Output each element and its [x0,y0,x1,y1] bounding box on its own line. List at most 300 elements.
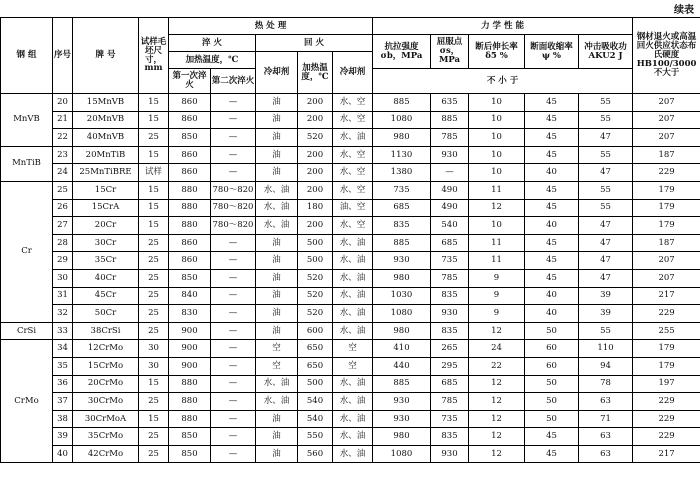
hardness-cell: 229 [633,428,700,446]
temper-temp-cell: 200 [298,217,333,235]
temper-coolant-cell: 水、空 [333,181,373,199]
temper-temp-cell: 200 [298,146,333,164]
hardness-cell: 179 [633,217,700,235]
header-mechanical: 力 学 性 能 [373,18,633,35]
quench-coolant-cell: 油 [256,287,298,305]
grade-cell: 38CrSi [73,322,139,340]
steel-properties-table [0,17,700,463]
sample-cell: 25 [139,287,169,305]
sample-cell: 25 [139,428,169,446]
temper-temp-cell: 550 [298,428,333,446]
first-quench-temp-cell: 880 [169,375,211,393]
temper-coolant-cell: 水、油 [333,375,373,393]
temper-coolant-cell: 水、油 [333,305,373,323]
second-quench-temp-cell: — [211,393,256,411]
grade-cell: 15MnVB [73,94,139,112]
impact-cell: 47 [579,164,633,182]
seq-cell: 38 [53,410,73,428]
first-quench-temp-cell: 860 [169,234,211,252]
temper-temp-cell: 650 [298,357,333,375]
reduction-cell: 60 [525,340,579,358]
sample-cell: 15 [139,375,169,393]
sample-cell: 30 [139,340,169,358]
first-quench-temp-cell: 880 [169,181,211,199]
temper-coolant-cell: 水、油 [333,322,373,340]
grade-cell: 30CrMoA [73,410,139,428]
temper-temp-cell: 200 [298,111,333,129]
tensile-cell: 980 [373,129,431,147]
second-quench-temp-cell: — [211,164,256,182]
reduction-cell: 50 [525,393,579,411]
quench-coolant-cell: 水、油 [256,375,298,393]
elongation-cell: 12 [469,322,525,340]
seq-cell: 31 [53,287,73,305]
impact-cell: 55 [579,322,633,340]
elongation-cell: 11 [469,252,525,270]
first-quench-temp-cell: 860 [169,252,211,270]
tensile-cell: 930 [373,410,431,428]
elongation-cell: 10 [469,94,525,112]
elongation-cell: 11 [469,234,525,252]
quench-coolant-cell: 油 [256,129,298,147]
grade-cell: 20Cr [73,217,139,235]
reduction-cell: 60 [525,357,579,375]
yield-cell: 735 [431,410,469,428]
first-quench-temp-cell: 900 [169,357,211,375]
quench-coolant-cell: 油 [256,428,298,446]
table-row [1,428,700,446]
temper-temp-cell: 200 [298,94,333,112]
quench-coolant-cell: 油 [256,445,298,463]
hardness-cell: 187 [633,146,700,164]
hardness-cell: 229 [633,393,700,411]
tensile-cell: 1080 [373,111,431,129]
seq-cell: 40 [53,445,73,463]
hardness-cell: 217 [633,445,700,463]
temper-temp-cell: 520 [298,305,333,323]
seq-cell: 25 [53,181,73,199]
temper-coolant-cell: 水、空 [333,217,373,235]
tensile-cell: 410 [373,340,431,358]
yield-cell: 930 [431,445,469,463]
sample-cell: 25 [139,234,169,252]
elongation-cell: 9 [469,305,525,323]
seq-cell: 27 [53,217,73,235]
table-row [1,340,700,358]
second-quench-temp-cell: — [211,375,256,393]
grade-cell: 20MnTiB [73,146,139,164]
temper-temp-cell: 200 [298,181,333,199]
quench-coolant-cell: 水、油 [256,217,298,235]
table-row [1,393,700,411]
temper-coolant-cell: 水、油 [333,393,373,411]
temper-coolant-cell: 水、油 [333,287,373,305]
second-quench-temp-cell: — [211,129,256,147]
elongation-cell: 10 [469,111,525,129]
grade-cell: 50Cr [73,305,139,323]
grade-cell: 40MnVB [73,129,139,147]
yield-cell: 685 [431,234,469,252]
seq-cell: 26 [53,199,73,217]
first-quench-temp-cell: 860 [169,94,211,112]
grade-cell: 12CrMo [73,340,139,358]
quench-coolant-cell: 油 [256,410,298,428]
temper-temp-cell: 650 [298,340,333,358]
quench-coolant-cell: 油 [256,305,298,323]
quench-coolant-cell: 油 [256,252,298,270]
sample-cell: 25 [139,322,169,340]
table-row [1,94,700,112]
hardness-cell: 207 [633,111,700,129]
reduction-cell: 45 [525,445,579,463]
steel-group-cell: CrMo [1,340,53,463]
elongation-cell: 24 [469,340,525,358]
yield-cell: 265 [431,340,469,358]
sample-cell: 15 [139,146,169,164]
reduction-cell: 40 [525,305,579,323]
second-quench-temp-cell: 780～820 [211,217,256,235]
tensile-cell: 1130 [373,146,431,164]
quench-coolant-cell: 油 [256,111,298,129]
yield-cell: 490 [431,199,469,217]
elongation-cell: 12 [469,428,525,446]
impact-cell: 110 [579,340,633,358]
second-quench-temp-cell: 780～820 [211,181,256,199]
temper-coolant-cell: 水、空 [333,164,373,182]
table-row [1,252,700,270]
table-row [1,181,700,199]
grade-cell: 15CrA [73,199,139,217]
elongation-cell: 10 [469,164,525,182]
header-not-less-than: 不 小 于 [373,69,633,94]
first-quench-temp-cell: 880 [169,410,211,428]
table-row [1,445,700,463]
temper-coolant-cell: 空 [333,357,373,375]
temper-coolant-cell: 水、油 [333,234,373,252]
first-quench-temp-cell: 850 [169,129,211,147]
steel-group-cell: Cr [1,181,53,322]
quench-coolant-cell: 油 [256,146,298,164]
temper-temp-cell: 540 [298,393,333,411]
first-quench-temp-cell: 850 [169,445,211,463]
yield-cell: 885 [431,111,469,129]
elongation-cell: 11 [469,181,525,199]
sample-cell: 15 [139,410,169,428]
tensile-cell: 440 [373,357,431,375]
seq-cell: 33 [53,322,73,340]
reduction-cell: 45 [525,129,579,147]
tensile-cell: 1080 [373,305,431,323]
header-coolant: 冷却剂 [256,52,298,94]
elongation-cell: 22 [469,357,525,375]
reduction-cell: 45 [525,252,579,270]
sample-cell: 15 [139,217,169,235]
temper-coolant-cell: 水、空 [333,146,373,164]
impact-cell: 94 [579,357,633,375]
sample-cell: 25 [139,269,169,287]
seq-cell: 36 [53,375,73,393]
yield-cell: 540 [431,217,469,235]
sample-cell: 15 [139,181,169,199]
sample-cell: 25 [139,305,169,323]
reduction-cell: 45 [525,428,579,446]
first-quench-temp-cell: 860 [169,146,211,164]
reduction-cell: 45 [525,269,579,287]
table-row [1,146,700,164]
sample-cell: 25 [139,393,169,411]
table-row [1,287,700,305]
seq-cell: 24 [53,164,73,182]
second-quench-temp-cell: — [211,287,256,305]
sample-cell: 25 [139,252,169,270]
first-quench-temp-cell: 880 [169,393,211,411]
temper-temp-cell: 520 [298,129,333,147]
seq-cell: 28 [53,234,73,252]
impact-cell: 55 [579,94,633,112]
header-reduction: 断面收缩率 ψ % [525,35,579,69]
reduction-cell: 45 [525,111,579,129]
impact-cell: 55 [579,146,633,164]
quench-coolant-cell: 空 [256,357,298,375]
table-row [1,305,700,323]
temper-coolant-cell: 水、油 [333,252,373,270]
temper-coolant-cell: 水、油 [333,428,373,446]
grade-cell: 42CrMo [73,445,139,463]
header-temper: 回 火 [256,35,373,52]
second-quench-temp-cell: — [211,111,256,129]
first-quench-temp-cell: 840 [169,287,211,305]
hardness-cell: 207 [633,252,700,270]
header-coolant-2: 冷却剂 [333,52,373,94]
tensile-cell: 930 [373,252,431,270]
yield-cell: 930 [431,146,469,164]
first-quench-temp-cell: 850 [169,269,211,287]
seq-cell: 20 [53,94,73,112]
second-quench-temp-cell: — [211,269,256,287]
header-elongation: 断后伸长率 δ5 % [469,35,525,69]
yield-cell: 685 [431,375,469,393]
temper-coolant-cell: 水、油 [333,445,373,463]
hardness-cell: 179 [633,181,700,199]
second-quench-temp-cell: — [211,94,256,112]
elongation-cell: 12 [469,375,525,393]
impact-cell: 71 [579,410,633,428]
hardness-cell: 207 [633,94,700,112]
sample-cell: 25 [139,445,169,463]
header-seq: 序号 [53,18,73,94]
impact-cell: 47 [579,234,633,252]
first-quench-temp-cell: 850 [169,428,211,446]
reduction-cell: 40 [525,164,579,182]
temper-temp-cell: 500 [298,234,333,252]
reduction-cell: 50 [525,375,579,393]
header-second-quench: 第二次淬火 [211,69,256,94]
reduction-cell: 50 [525,322,579,340]
temper-coolant-cell: 水、油 [333,410,373,428]
reduction-cell: 45 [525,94,579,112]
grade-cell: 45Cr [73,287,139,305]
impact-cell: 55 [579,111,633,129]
second-quench-temp-cell: — [211,322,256,340]
hardness-cell: 187 [633,234,700,252]
second-quench-temp-cell: — [211,410,256,428]
second-quench-temp-cell: — [211,305,256,323]
temper-coolant-cell: 空 [333,340,373,358]
impact-cell: 78 [579,375,633,393]
second-quench-temp-cell: — [211,428,256,446]
seq-cell: 35 [53,357,73,375]
first-quench-temp-cell: 860 [169,164,211,182]
impact-cell: 55 [579,199,633,217]
table-row [1,375,700,393]
grade-cell: 30Cr [73,234,139,252]
temper-coolant-cell: 水、油 [333,129,373,147]
seq-cell: 29 [53,252,73,270]
seq-cell: 22 [53,129,73,147]
reduction-cell: 40 [525,287,579,305]
elongation-cell: 10 [469,146,525,164]
quench-coolant-cell: 油 [256,234,298,252]
second-quench-temp-cell: — [211,252,256,270]
table-row [1,111,700,129]
tensile-cell: 885 [373,375,431,393]
temper-coolant-cell: 水、空 [333,94,373,112]
first-quench-temp-cell: 900 [169,340,211,358]
reduction-cell: 40 [525,217,579,235]
yield-cell: 635 [431,94,469,112]
grade-cell: 35CrMo [73,428,139,446]
yield-cell: 930 [431,305,469,323]
elongation-cell: 12 [469,445,525,463]
yield-cell: 735 [431,252,469,270]
hardness-cell: 229 [633,410,700,428]
temper-coolant-cell: 水、空 [333,111,373,129]
hardness-cell: 197 [633,375,700,393]
continued-label: 续表 [674,5,694,16]
seq-cell: 32 [53,305,73,323]
grade-cell: 20MnVB [73,111,139,129]
header-quench: 淬 火 [169,35,256,52]
temper-coolant-cell: 油、空 [333,199,373,217]
yield-cell: 785 [431,393,469,411]
reduction-cell: 50 [525,410,579,428]
tensile-cell: 685 [373,199,431,217]
temper-temp-cell: 200 [298,164,333,182]
yield-cell: 785 [431,129,469,147]
elongation-cell: 10 [469,217,525,235]
yield-cell: 785 [431,269,469,287]
sample-cell: 15 [139,94,169,112]
seq-cell: 30 [53,269,73,287]
hardness-cell: 207 [633,129,700,147]
steel-group-cell: MnTiB [1,146,53,181]
seq-cell: 34 [53,340,73,358]
second-quench-temp-cell: 780～820 [211,199,256,217]
tensile-cell: 1080 [373,445,431,463]
table-row [1,234,700,252]
temper-temp-cell: 500 [298,252,333,270]
temper-coolant-cell: 水、油 [333,269,373,287]
tensile-cell: 735 [373,181,431,199]
grade-cell: 20CrMo [73,375,139,393]
header-tensile: 抗拉强度 σb，MPa [373,35,431,69]
quench-coolant-cell: 油 [256,269,298,287]
sample-cell: 15 [139,199,169,217]
elongation-cell: 9 [469,287,525,305]
sample-cell: 25 [139,129,169,147]
header-hardness: 钢材退火或高温回火供应状态布氏硬度 HB100/3000 不大于 [633,18,700,94]
tensile-cell: 1380 [373,164,431,182]
reduction-cell: 45 [525,181,579,199]
table-row [1,322,700,340]
temper-temp-cell: 520 [298,269,333,287]
impact-cell: 47 [579,129,633,147]
sample-cell: 试样 [139,164,169,182]
table-row [1,199,700,217]
grade-cell: 30CrMo [73,393,139,411]
tensile-cell: 885 [373,234,431,252]
impact-cell: 47 [579,269,633,287]
second-quench-temp-cell: — [211,445,256,463]
table-row [1,410,700,428]
quench-coolant-cell: 油 [256,322,298,340]
tensile-cell: 835 [373,217,431,235]
tensile-cell: 885 [373,94,431,112]
hardness-cell: 207 [633,269,700,287]
temper-temp-cell: 540 [298,410,333,428]
second-quench-temp-cell: — [211,234,256,252]
yield-cell: 835 [431,287,469,305]
elongation-cell: 12 [469,410,525,428]
hardness-cell: 179 [633,357,700,375]
second-quench-temp-cell: — [211,146,256,164]
second-quench-temp-cell: — [211,340,256,358]
tensile-cell: 930 [373,393,431,411]
quench-coolant-cell: 水、油 [256,393,298,411]
impact-cell: 39 [579,305,633,323]
quench-coolant-cell: 油 [256,94,298,112]
hardness-cell: 229 [633,164,700,182]
reduction-cell: 45 [525,146,579,164]
elongation-cell: 12 [469,199,525,217]
hardness-cell: 217 [633,287,700,305]
table-row [1,269,700,287]
hardness-cell: 255 [633,322,700,340]
yield-cell: 835 [431,428,469,446]
yield-cell: 835 [431,322,469,340]
second-quench-temp-cell: — [211,357,256,375]
temper-temp-cell: 180 [298,199,333,217]
tensile-cell: 980 [373,269,431,287]
grade-cell: 25MnTiBRE [73,164,139,182]
reduction-cell: 45 [525,199,579,217]
steel-group-cell: CrSi [1,322,53,340]
temper-temp-cell: 560 [298,445,333,463]
quench-coolant-cell: 水、油 [256,181,298,199]
tensile-cell: 980 [373,322,431,340]
grade-cell: 15Cr [73,181,139,199]
impact-cell: 55 [579,181,633,199]
temper-temp-cell: 600 [298,322,333,340]
reduction-cell: 45 [525,234,579,252]
grade-cell: 35Cr [73,252,139,270]
first-quench-temp-cell: 900 [169,322,211,340]
grade-cell: 40Cr [73,269,139,287]
table-row [1,164,700,182]
table-row [1,217,700,235]
hardness-cell: 179 [633,340,700,358]
seq-cell: 37 [53,393,73,411]
